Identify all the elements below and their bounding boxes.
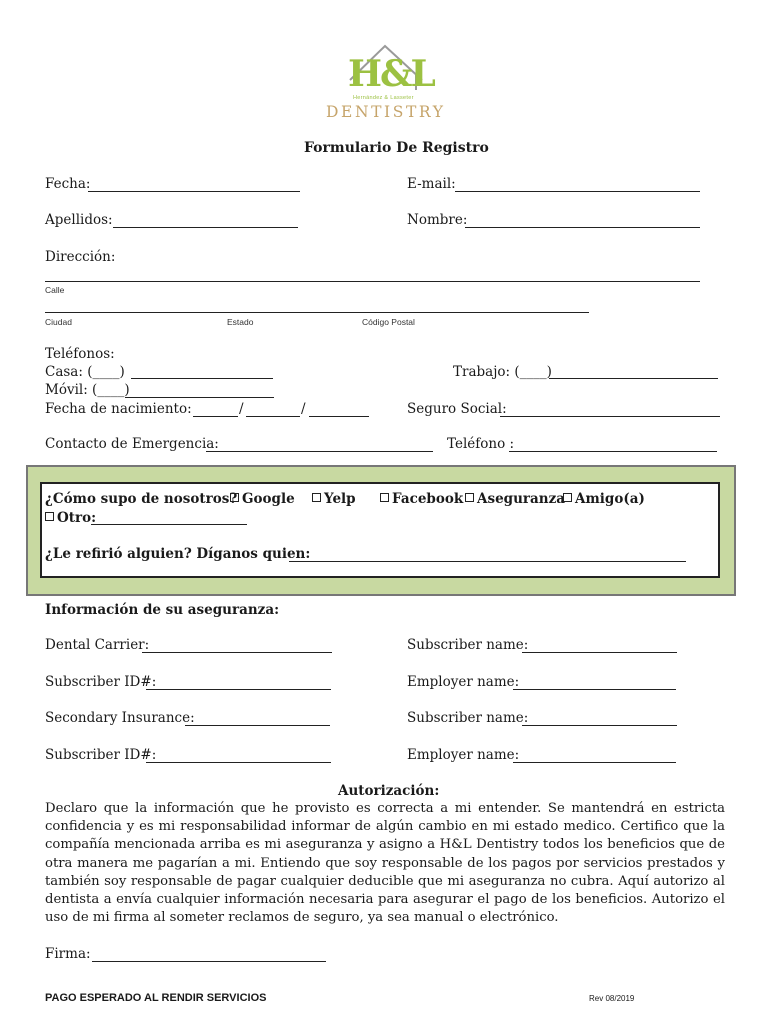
footer-payment-note: PAGO ESPERADO AL RENDIR SERVICIOS <box>45 992 267 1004</box>
option-google[interactable]: Google <box>230 491 295 507</box>
contacto-emergencia-label: Contacto de Emergencia: <box>45 436 219 452</box>
subscriber-name-2-label: Subscriber name: <box>407 710 529 726</box>
subscriber-name-1-field[interactable] <box>522 652 677 653</box>
checkbox-icon <box>45 512 54 521</box>
subscriber-name-1-label: Subscriber name: <box>407 637 529 653</box>
contacto-emergencia-field[interactable] <box>206 451 433 452</box>
trabajo-field[interactable] <box>549 378 718 379</box>
trabajo-label: Trabajo: (____) <box>453 364 552 380</box>
option-amigo[interactable]: Amigo(a) <box>563 491 645 507</box>
checkbox-icon <box>230 493 239 502</box>
secondary-insurance-label: Secondary Insurance: <box>45 710 195 726</box>
logo-subtitle: Hernández & Lasseter <box>353 95 414 101</box>
direccion-label: Dirección: <box>45 249 116 265</box>
employer-name-2-field[interactable] <box>513 762 676 763</box>
checkbox-icon <box>380 493 389 502</box>
employer-name-1-label: Employer name: <box>407 674 520 690</box>
casa-field[interactable] <box>131 378 273 379</box>
logo-hl: H&L <box>348 53 434 95</box>
dental-carrier-label: Dental Carrier: <box>45 637 150 653</box>
authorization-text: Declaro que la información que he provisto es correcta a mi entender. Se mantendrá en estricta confidencia y es mi responsabilidad informar de algún cambio en mi estado medico. Certifico que la compañía mencionada arriba es mi aseguranza y asigno a H&L Dentistry todos los beneficios que de otra manera me pagarían a mi. Entiendo que soy responsable de los pagos por servicios prestados y también soy responsable de pagar cualquier deducible que mi aseguranza no cubra. Aquí autorizo al dentista a envía cualquier información necesaria para asegurar el pago de los beneficios. Autorizo el uso de mi firma al someter reclamos de seguro, ya sea manual o electrónico. <box>45 801 725 926</box>
movil-field[interactable] <box>125 397 274 398</box>
nombre-label: Nombre: <box>407 212 468 228</box>
email-field[interactable] <box>455 191 700 192</box>
checkbox-icon <box>312 493 321 502</box>
option-facebook[interactable]: Facebook <box>380 491 463 507</box>
subscriber-name-2-field[interactable] <box>522 725 677 726</box>
telefonos-label: Teléfonos: <box>45 346 115 362</box>
calle-field[interactable] <box>45 281 700 282</box>
option-otro[interactable]: Otro: <box>45 510 96 526</box>
dob-month-field[interactable] <box>193 416 238 417</box>
authorization-heading: Autorización: <box>338 783 440 799</box>
apellidos-field[interactable] <box>113 227 298 228</box>
seguro-social-label: Seguro Social: <box>407 401 507 417</box>
telefono-field[interactable] <box>509 451 717 452</box>
dental-carrier-field[interactable] <box>142 652 332 653</box>
ciudad-estado-cp-field[interactable] <box>45 312 589 313</box>
firma-field[interactable] <box>92 961 326 962</box>
firma-label: Firma: <box>45 946 91 962</box>
telefono-label: Teléfono : <box>447 436 515 452</box>
codigo-postal-label: Código Postal <box>362 317 415 327</box>
subscriber-id-1-label: Subscriber ID#: <box>45 674 157 690</box>
fecha-field[interactable] <box>88 191 300 192</box>
secondary-insurance-field[interactable] <box>185 725 330 726</box>
option-aseguranza[interactable]: Aseguranza <box>465 491 565 507</box>
dob-slash-2: / <box>301 401 306 417</box>
employer-name-2-label: Employer name: <box>407 747 520 763</box>
seguro-social-field[interactable] <box>500 416 720 417</box>
footer-revision: Rev 08/2019 <box>589 994 635 1003</box>
nombre-field[interactable] <box>465 227 700 228</box>
referred-field[interactable] <box>289 561 686 562</box>
apellidos-label: Apellidos: <box>45 212 113 228</box>
calle-label: Calle <box>45 285 65 295</box>
option-yelp[interactable]: Yelp <box>312 491 356 507</box>
form-title: Formulario De Registro <box>304 140 489 156</box>
dob-day-field[interactable] <box>246 416 300 417</box>
referral-question: ¿Cómo supo de nosotros? <box>45 491 238 507</box>
fecha-label: Fecha: <box>45 176 91 192</box>
estado-label: Estado <box>227 317 254 327</box>
dob-slash-1: / <box>239 401 244 417</box>
otro-field[interactable] <box>91 524 247 525</box>
subscriber-id-2-label: Subscriber ID#: <box>45 747 157 763</box>
fecha-nacimiento-label: Fecha de nacimiento: <box>45 401 192 417</box>
referred-label: ¿Le refirió alguien? Díganos quien: <box>45 546 311 562</box>
employer-name-1-field[interactable] <box>513 689 676 690</box>
checkbox-icon <box>465 493 474 502</box>
dob-year-field[interactable] <box>309 416 369 417</box>
email-label: E-mail: <box>407 176 456 192</box>
ciudad-label: Ciudad <box>45 317 72 327</box>
checkbox-icon <box>563 493 572 502</box>
movil-label: Móvil: (____) <box>45 382 130 398</box>
subscriber-id-1-field[interactable] <box>146 689 331 690</box>
subscriber-id-2-field[interactable] <box>146 762 331 763</box>
casa-label: Casa: (____) <box>45 364 125 380</box>
logo-dentistry: DENTISTRY <box>326 103 446 121</box>
logo <box>320 42 450 122</box>
insurance-heading: Información de su aseguranza: <box>45 602 280 618</box>
